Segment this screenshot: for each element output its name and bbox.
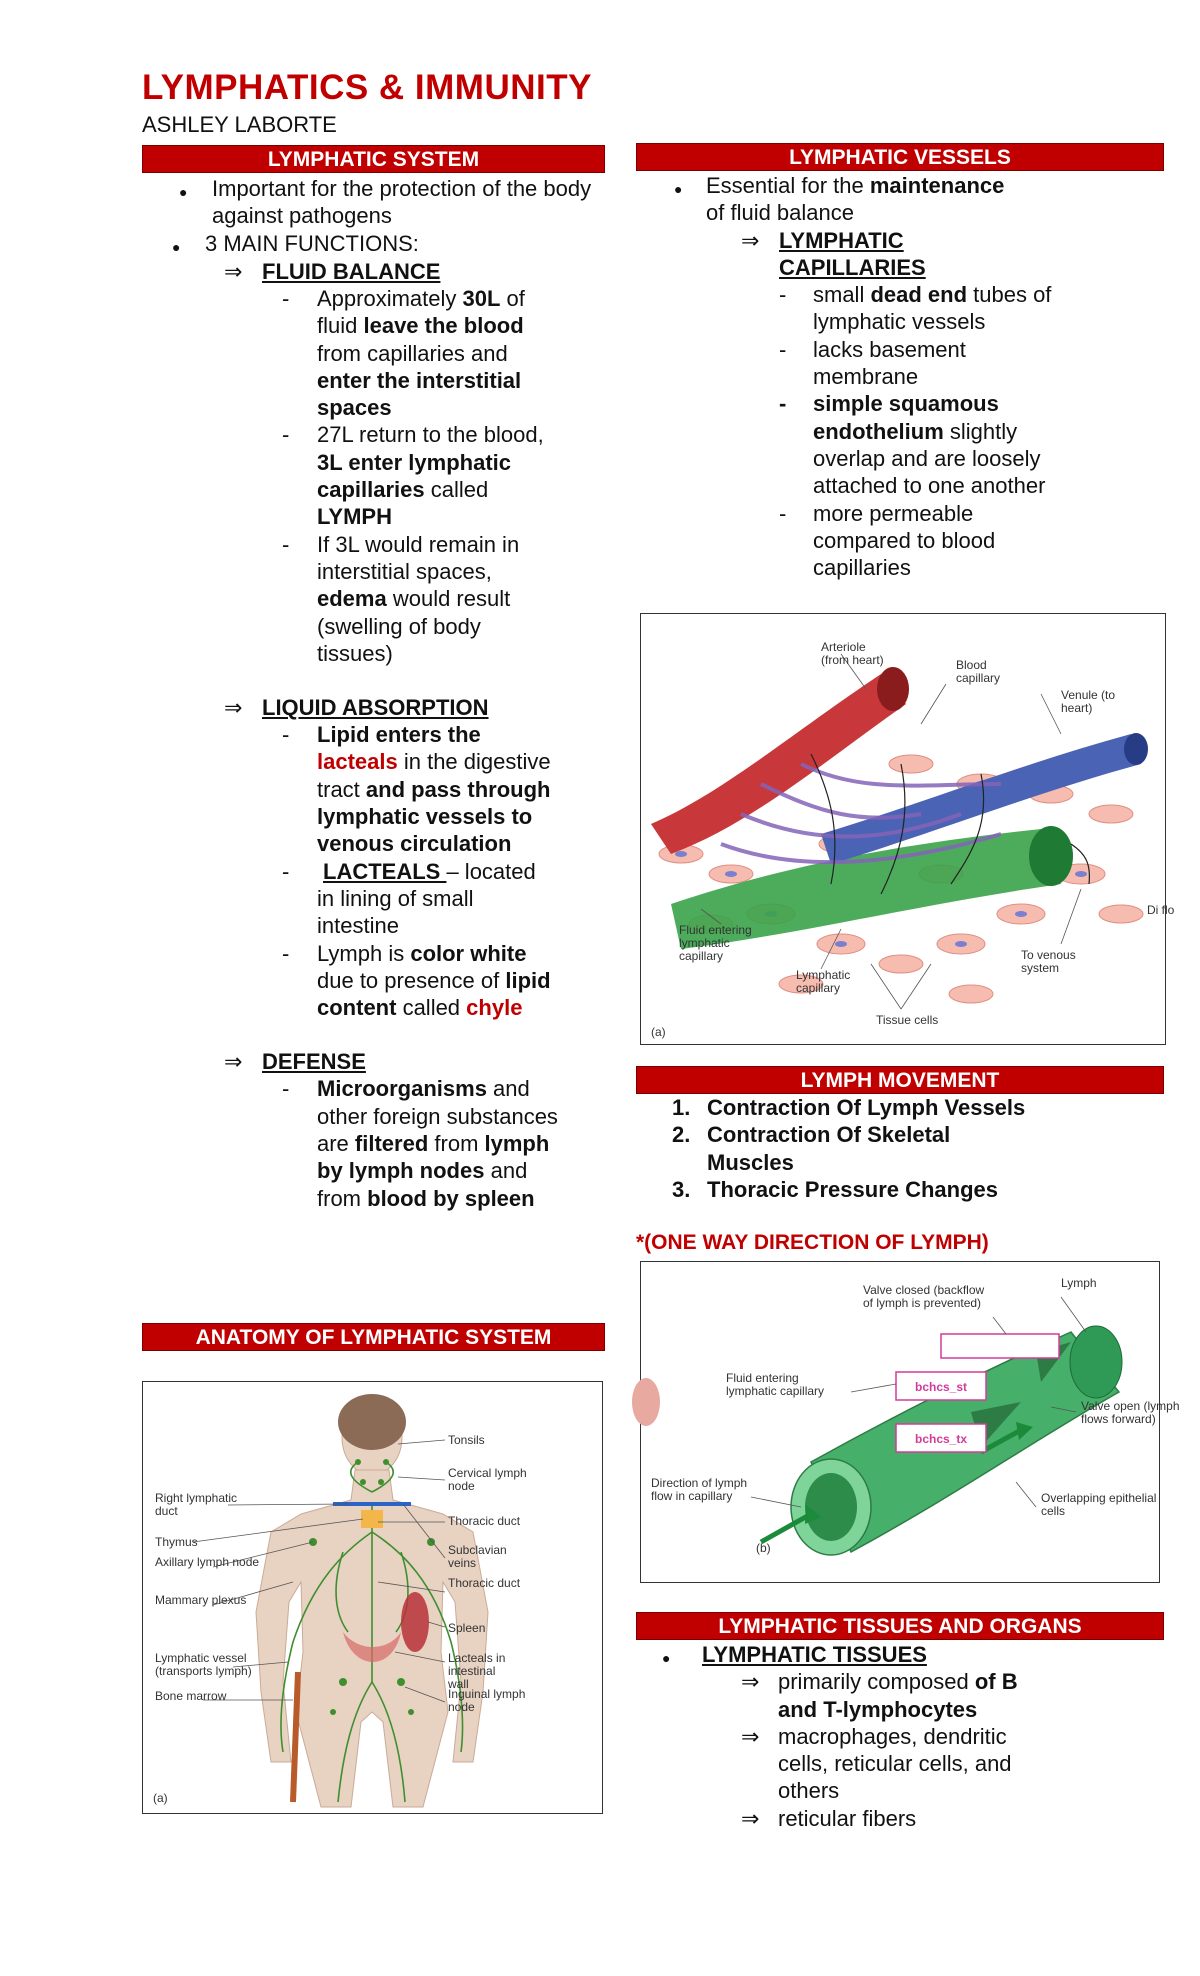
text-run: lymph by lymph nodes xyxy=(317,1131,550,1184)
list-item xyxy=(636,1094,1164,1121)
list-item xyxy=(636,1176,1164,1203)
text-run: LYMPHATIC TISSUES xyxy=(702,1642,927,1667)
anatomy-figure xyxy=(142,1381,603,1814)
list-item xyxy=(636,1121,967,1176)
panel-label: (a) xyxy=(153,1791,168,1805)
list-number: 2. xyxy=(672,1122,691,1148)
text-run: tubes of lymphatic vessels xyxy=(813,282,1052,335)
bullet-text: 3 MAIN FUNCTIONS: xyxy=(205,231,419,256)
text-run: blood by spleen xyxy=(367,1185,535,1211)
text-run: – located in lining of small intestine xyxy=(317,858,536,939)
figure-label: Thoracic duct xyxy=(448,1576,521,1590)
valve-illustration xyxy=(641,1262,1180,1582)
text-run: LYMPH xyxy=(317,504,392,530)
text-run: If 3L would remain in interstitial spaces, xyxy=(317,531,520,584)
dash-marker: - xyxy=(282,940,290,966)
figure-label: Right lymphatic duct xyxy=(155,1491,238,1518)
arrow-icon: ⇒ xyxy=(741,1669,760,1695)
valve-figure xyxy=(640,1261,1180,1583)
text-run: macrophages, dendritic cells, reticular cells, and others xyxy=(778,1723,1012,1804)
text-run: chyle xyxy=(466,995,523,1021)
text-run: Contraction Of Skeletal Muscles xyxy=(707,1122,951,1175)
subheading-defense xyxy=(142,1048,602,1075)
text-run: Thoracic Pressure Changes xyxy=(707,1176,999,1202)
list-item xyxy=(636,1641,1164,1668)
figure-label: Fluid entering lymphatic capillary xyxy=(726,1371,825,1398)
figure-label: Lymphatic capillary xyxy=(796,968,851,995)
text-run: and pass through lymphatic vessels to venous circulation xyxy=(317,776,551,857)
subheading-text: LIQUID ABSORPTION xyxy=(262,695,489,721)
text-run: called xyxy=(424,477,489,503)
arrow-icon: ⇒ xyxy=(741,1805,760,1831)
list-number: 3. xyxy=(672,1176,691,1202)
lymphatic-tissues-content xyxy=(636,1641,1164,1832)
figure-label: Direction of lymph flow in capillary xyxy=(651,1476,748,1503)
dash-marker: - xyxy=(282,531,290,557)
capillary-figure xyxy=(640,613,1175,1045)
section-header-lymphatic-tissues: LYMPHATIC TISSUES AND ORGANS xyxy=(636,1612,1164,1640)
text-run: 30L xyxy=(462,286,501,311)
figure-label: Bone marrow xyxy=(155,1689,227,1703)
text-run: and from xyxy=(317,1158,528,1211)
text-run: called xyxy=(396,995,467,1021)
list-item xyxy=(636,1723,1048,1805)
list-item xyxy=(636,172,1026,227)
text-run: Approximately xyxy=(317,286,463,311)
text-run: dead end xyxy=(870,282,968,308)
dash-marker: - xyxy=(282,1076,290,1102)
figure-label: Lymphatic vessel (transports lymph) xyxy=(155,1651,252,1678)
list-item xyxy=(636,1805,1164,1832)
list-item xyxy=(142,175,602,230)
subheading-text: FLUID BALANCE xyxy=(262,259,441,284)
arrow-icon: ⇒ xyxy=(224,1049,243,1075)
text-run: from capillaries and xyxy=(317,340,508,366)
text-run: enter the interstitial spaces xyxy=(317,367,522,421)
figure-label: Valve open (lymph flows forward) xyxy=(1081,1399,1180,1426)
subheading-liquid-absorption xyxy=(142,694,602,721)
figure-label: Subclavian veins xyxy=(448,1543,507,1570)
list-item xyxy=(142,531,552,667)
dash-marker: - xyxy=(779,282,787,308)
dash-marker: - xyxy=(779,500,787,526)
text-run: Essential for the xyxy=(706,173,870,198)
text-run: of fluid balance xyxy=(706,200,854,226)
subheading-fluid-balance xyxy=(142,258,602,285)
section-header-lymphatic-vessels: LYMPHATIC VESSELS xyxy=(636,143,1164,171)
dash-marker: - xyxy=(779,336,787,362)
lymph-movement-list xyxy=(636,1094,1164,1203)
dash-marker: - xyxy=(282,422,290,448)
text-run: color white xyxy=(410,940,527,966)
text-run: in the digestive tract xyxy=(317,749,551,802)
text-run: leave the blood xyxy=(363,313,524,339)
figure-label: Tonsils xyxy=(448,1433,485,1447)
figure-label: Mammary plexus xyxy=(155,1593,247,1607)
figure-label: Di flo xyxy=(1147,903,1175,917)
figure-label: Lymph xyxy=(1061,1276,1097,1290)
figure-label: Blood capillary xyxy=(956,658,1001,685)
text-run: 3L enter lymphatic capillaries xyxy=(317,449,511,503)
dash-marker: - xyxy=(779,391,787,417)
text-run: simple squamous endothelium xyxy=(813,391,999,444)
text-run: of fluid xyxy=(317,286,525,339)
list-item xyxy=(636,390,1073,499)
arrow-icon: ⇒ xyxy=(224,695,243,721)
bullet-icon: ● xyxy=(172,239,181,255)
figure-label: Overlapping epithelial cells xyxy=(1041,1491,1157,1518)
list-number: 1. xyxy=(672,1095,691,1120)
document-title: LYMPHATICS & IMMUNITY xyxy=(142,68,592,107)
figure-label: Spleen xyxy=(448,1621,486,1635)
text-run: Lymph is xyxy=(317,940,411,966)
list-item xyxy=(636,500,1038,582)
bullet-icon: ● xyxy=(674,181,683,197)
author-name: ASHLEY LABORTE xyxy=(142,112,337,137)
figure-label: Thoracic duct xyxy=(448,1514,521,1528)
list-item xyxy=(142,940,557,1022)
text-run: primarily composed xyxy=(778,1669,975,1695)
text-run: LACTEALS xyxy=(323,858,447,884)
text-run: lacteals xyxy=(317,749,398,775)
list-item xyxy=(636,281,1053,336)
list-item xyxy=(636,1668,1058,1723)
text-run: 27L return to the blood, xyxy=(317,422,544,448)
figure-label: Arteriole (from heart) xyxy=(821,640,884,667)
text-run: maintenance xyxy=(869,173,1005,198)
list-item xyxy=(142,1075,567,1211)
text-run: from xyxy=(428,1131,485,1157)
text-run: would result (swelling of body tissues) xyxy=(317,586,511,666)
figure-label: To venous system xyxy=(1021,948,1076,975)
text-run: and other foreign substances are xyxy=(317,1076,558,1157)
arrow-icon: ⇒ xyxy=(741,1723,760,1749)
text-run: edema xyxy=(317,586,387,612)
arrow-icon: ⇒ xyxy=(741,227,760,253)
figure-label: Thymus xyxy=(155,1535,198,1549)
tag-label: bchcs_tx xyxy=(914,1432,968,1446)
dash-marker: - xyxy=(282,286,290,311)
text-run: due to presence of xyxy=(317,967,506,993)
list-item xyxy=(142,285,557,421)
bullet-text: Important for the protection of the body against pathogens xyxy=(212,176,592,229)
text-run: Contraction Of Lymph Vessels xyxy=(707,1095,1026,1120)
subheading-text: LYMPHATIC CAPILLARIES xyxy=(779,227,926,280)
subheading-lymphatic-capillaries xyxy=(636,227,959,282)
text-run: lipid content xyxy=(317,967,551,1021)
text-run: reticular fibers xyxy=(778,1805,917,1831)
text-run: small xyxy=(813,282,871,308)
text-run: more permeable compared to blood capillaries xyxy=(813,500,996,581)
dash-marker: - xyxy=(282,858,290,884)
lymphatic-system-content xyxy=(142,175,602,1212)
figure-label: Venule (to heart) xyxy=(1061,688,1116,715)
bullet-icon: ● xyxy=(662,1650,671,1666)
figure-label: Cervical lymph node xyxy=(448,1466,527,1493)
text-run: Microorganisms xyxy=(317,1076,487,1102)
text-run: of B and T-lymphocytes xyxy=(778,1669,1018,1722)
list-item xyxy=(142,421,562,530)
text-run: Lipid enters the xyxy=(317,722,481,748)
one-way-note: *(ONE WAY DIRECTION OF LYMPH) xyxy=(636,1231,989,1254)
figure-label: Lacteals in intestinal wall xyxy=(448,1651,506,1691)
section-header-lymphatic-system: LYMPHATIC SYSTEM xyxy=(142,145,605,173)
list-item xyxy=(142,721,557,857)
figure-label: Axillary lymph node xyxy=(155,1555,260,1569)
figure-label: Valve closed (backflow of lymph is prevented) xyxy=(863,1283,985,1310)
capillary-illustration xyxy=(641,614,1175,1044)
list-item xyxy=(142,858,557,940)
figure-label: Inguinal lymph node xyxy=(448,1687,526,1714)
text-run: slightly overlap and are loosely attached to one another xyxy=(813,418,1046,499)
section-header-anatomy: ANATOMY OF LYMPHATIC SYSTEM xyxy=(142,1323,605,1351)
panel-label: (b) xyxy=(756,1541,771,1555)
anatomy-illustration xyxy=(143,1382,602,1813)
figure-label: Tissue cells xyxy=(876,1013,939,1027)
text-run: lacks basement membrane xyxy=(813,336,966,390)
bullet-icon: ● xyxy=(179,184,188,200)
list-item xyxy=(142,230,602,258)
figure-label: Fluid entering lymphatic capillary xyxy=(679,923,752,963)
tag-label: bchcs_st xyxy=(914,1380,968,1394)
list-item xyxy=(636,336,1013,391)
subheading-text: DEFENSE xyxy=(262,1049,366,1075)
lymphatic-vessels-content xyxy=(636,172,1164,581)
section-header-lymph-movement: LYMPH MOVEMENT xyxy=(636,1066,1164,1094)
text-run: filtered xyxy=(354,1131,429,1157)
arrow-icon: ⇒ xyxy=(224,259,243,284)
panel-label: (a) xyxy=(651,1025,666,1039)
dash-marker: - xyxy=(282,722,290,748)
